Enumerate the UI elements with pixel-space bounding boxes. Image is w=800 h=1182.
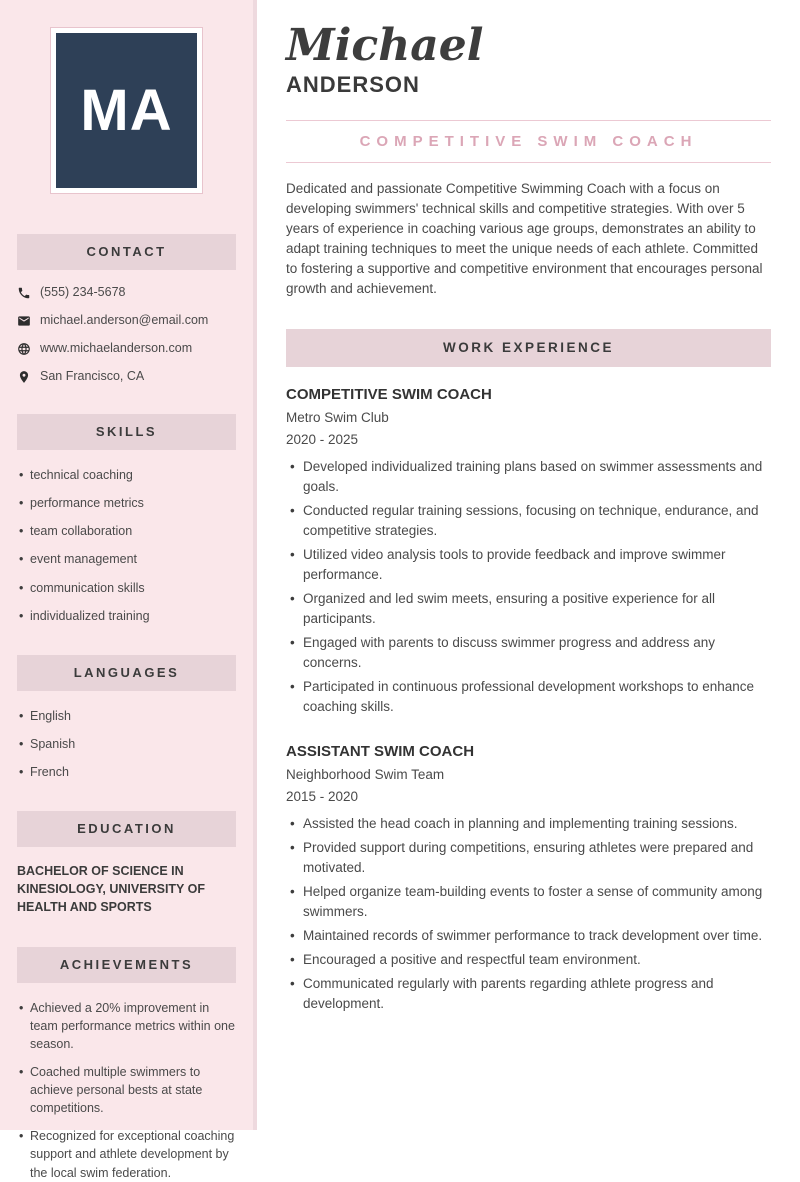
location-icon [17,370,31,384]
job-dates: 2020 - 2025 [286,432,359,448]
skill-item: • event management [17,550,236,568]
contact-item-email [17,313,236,328]
job-entry [286,386,771,717]
job-bullet: • Participated in continuous professional development workshops to enhance coaching skills. [286,677,771,717]
main-content [257,0,800,1130]
skill-item: • technical coaching [17,466,236,484]
language-item: • French [17,763,236,781]
contact-list [17,285,236,384]
contact-location-text: San Francisco, CA [40,369,145,383]
education-degree: BACHELOR OF SCIENCE IN KINESIOLOGY, UNIVERSITY OF HEALTH AND SPORTS [17,864,205,915]
contact-item-phone [17,285,236,300]
job-bullet-list [286,814,771,1014]
job-bullet: • Conducted regular training sessions, focusing on technique, endurance, and competitive strategies. [286,501,771,541]
professional-title: COMPETITIVE SWIM COACH [359,133,698,151]
skill-item: • team collaboration [17,522,236,540]
job-bullet-list [286,457,771,717]
contact-item-location [17,369,236,384]
education-section [0,811,253,916]
first-name: Michael [286,20,484,71]
achievement-item: • Coached multiple swimmers to achieve personal bests at state competitions. [17,1063,236,1117]
languages-section [0,655,253,781]
work-experience-header: WORK EXPERIENCE [286,329,771,367]
job-bullet: • Utilized video analysis tools to provide feedback and improve swimmer performance. [286,545,771,585]
contact-email-text: michael.anderson@email.com [40,313,209,327]
achievement-item: • Recognized for exceptional coaching support and athlete development by the local swim federation. [17,1127,236,1181]
job-role: ASSISTANT SWIM COACH [286,743,475,761]
achievements-list [17,999,236,1182]
globe-icon [17,342,31,356]
language-item: • English [17,707,236,725]
avatar [50,27,203,194]
sidebar [0,0,257,1180]
job-bullet: • Organized and led swim meets, ensuring a positive experience for all participants. [286,589,771,629]
contact-section-header: CONTACT [17,234,236,270]
contact-item-website [17,341,236,356]
job-company: Metro Swim Club [286,410,389,426]
contact-section [0,234,253,384]
job-bullet: • Developed individualized training plans based on swimmer assessments and goals. [286,457,771,497]
job-bullet: • Assisted the head coach in planning and implementing training sessions. [286,814,771,834]
skills-list [17,466,236,625]
job-bullet: • Helped organize team-building events to foster a sense of community among swimmers. [286,882,771,922]
last-name: ANDERSON [286,72,420,98]
skills-section [0,414,253,625]
job-title-band [286,120,771,163]
skill-item: • individualized training [17,607,236,625]
achievements-section-header: ACHIEVEMENTS [17,947,236,983]
job-bullet: • Provided support during competitions, ensuring athletes were prepared and motivated. [286,838,771,878]
avatar-initials: MA [56,33,197,188]
skill-item: • communication skills [17,579,236,597]
profile-summary: Dedicated and passionate Competitive Swimming Coach with a focus on developing swimmers' technical skills and competitive strategies. With over 5 years of experience in coaching various age groups, demonstrates an ability to adapt training techniques to meet the unique needs of each athlete. Committed to fostering a supportive and competitive environment that encourages personal growth and achievement. [286,181,763,297]
education-section-header: EDUCATION [17,811,236,847]
languages-list [17,707,236,781]
job-dates: 2015 - 2020 [286,789,359,805]
skills-section-header: SKILLS [17,414,236,450]
job-bullet: • Communicated regularly with parents regarding athlete progress and development. [286,974,771,1014]
contact-website-text: www.michaelanderson.com [40,341,193,355]
job-bullet: • Engaged with parents to discuss swimmer progress and address any concerns. [286,633,771,673]
language-item: • Spanish [17,735,236,753]
name-header [286,22,771,98]
skill-item: • performance metrics [17,494,236,512]
contact-phone-text: (555) 234-5678 [40,285,126,299]
phone-icon [17,286,31,300]
achievements-section [0,947,253,1182]
email-icon [17,314,31,328]
job-bullet: • Maintained records of swimmer performance to track development over time. [286,926,771,946]
languages-section-header: LANGUAGES [17,655,236,691]
job-entry [286,743,771,1014]
job-company: Neighborhood Swim Team [286,767,445,783]
achievement-item: • Achieved a 20% improvement in team performance metrics within one season. [17,999,236,1053]
job-role: COMPETITIVE SWIM COACH [286,386,492,404]
job-bullet: • Encouraged a positive and respectful team environment. [286,950,771,970]
